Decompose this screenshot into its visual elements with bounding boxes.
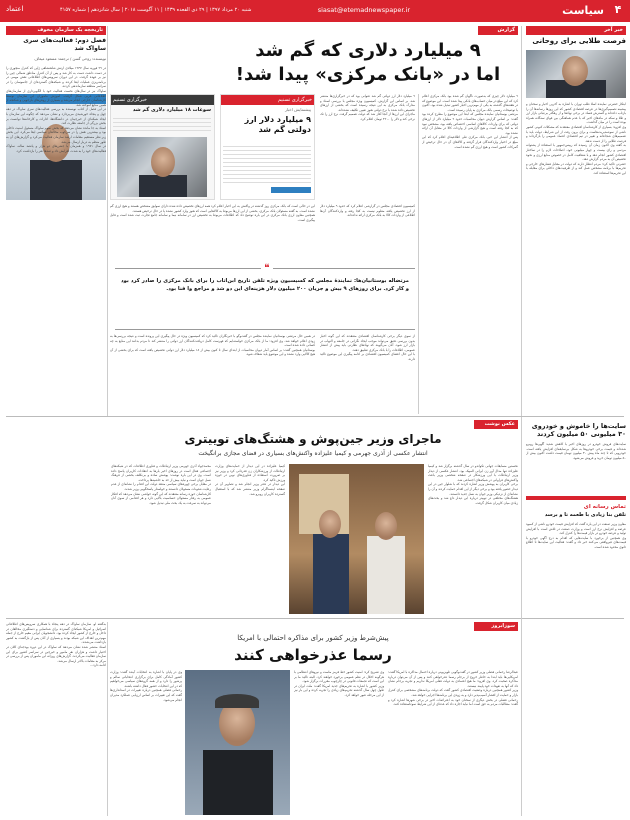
section-email: siasat@etemadnewspaper.ir xyxy=(317,6,410,14)
tasnim-site-bar: خبرگزاری تسنیم xyxy=(221,95,314,105)
mid-story-body-1: نخستین مسابقات جهانی تکواندو در سال گذشته برگزار شد و کیمیا علیزاده تنها مدال آور زن ایرانی المپیک بود. انتشار عکسی از دیدار وزیر ارتباطات با این ورزشکار در صفحه شخصی وزیر باعث واکنش‌های فراوانی در شبکه‌های اجتماعی شد. برخی کاربران به پوشش وزیر اشاره کردند که با شلوار جین در این دیدار حضور یافته بود و برخی دیگر از این اقدام حمایت کردند و آن را نشانه‌ای از نزدیکی وزیر جوان به نسل جدید دانستند. هشتگ‌های مختلفی در توییتر درباره این دیدار داغ شد و بحث‌های زیادی میان کاربران شکل گرفت. xyxy=(428,464,518,505)
tasnim-headline: ۹ میلیارد دلار ارز دولتی گم شد xyxy=(244,115,311,134)
top-story-body-4: این در حالی است که بانک مرکزی روز گذشته در واکنش به این اخبار اعلام کرد همه ارزهای تخصیص داده شده دارای سوابق مشخص هستند و هیچ ارزی گم نشده است. به گفته مسئولان بانک مرکزی، بخشی از این ارزها مربوط به کالاهایی است که هنوز وارد کشور نشده یا در حال ترخیص هستند. همچنین معاون ارزی بانک مرکزی در این باره توضیح داد که اطلاعات مربوط به تخصیص ارز در سامانه نیما و سامانه جامع تجارت ثبت شده است و قابل پیگیری است. xyxy=(110,204,315,222)
photo-hair xyxy=(215,694,259,708)
page-number: ۴ xyxy=(614,3,622,16)
news-site-text xyxy=(113,115,211,133)
news-site-headline: سوغات ۱۸ میلیارد دلاری گم شد xyxy=(132,107,211,113)
right-col-title: فرصت طلایی برای روحانی xyxy=(532,37,626,45)
mid-story-photo xyxy=(289,464,424,614)
bottom-story-body-3: وی در پایان با اشاره به انتخابات آینده گفت: وزارت کشور آمادگی کامل برای برگزاری انتخاباتی سالم و پرشور را دارد و از همه گروه‌های سیاسی می‌خواهیم که در این انتخابات حضور فعال داشته باشند. رحمانی فضلی همچنین درباره تغییرات در استانداری‌ها گفت که این تغییرات بر اساس ارزیابی عملکرد مدیران انجام می‌شود. xyxy=(110,670,182,702)
screenshot-news-site xyxy=(110,94,215,200)
history-tag: تاریخچه یک سازمان مخوف xyxy=(6,26,106,35)
column-divider xyxy=(107,26,108,416)
history-title: فصل دوم: فعالیت‌های سری ساواک شد xyxy=(23,37,106,52)
mid-story-subtitle: انتشار عکسی از آذری جهرمی و کیمیا علیزاده واکنش‌های بسیاری در فضای مجازی برانگیخت xyxy=(198,450,428,457)
share-bar xyxy=(271,187,311,193)
right-col-photo xyxy=(526,50,626,98)
newspaper-logo: اعتماد xyxy=(6,5,24,13)
right-col-body: ابتکار حضرتی نماینده اسلا طلب تهران با اشاره به آخرین اخبار و سخنان و پیشینه تصمیم‌گیری‌ها در عرصه اقتصادی کشور که این روزها رسانه‌ها آن را بازتاب داده‌اند و گسترش فساد در برخی نهادها و از رهگذر بی‌ثباتی بازار ارز و طلا و سکه در ماه‌های اخیر که با عدم هماهنگی بین قوای سه‌گانه همراه بوده است را در میان گذاشت. وی افزود: بسیاری از کارشناسان اقتصادی معتقدند که مشکلات کنونی کشور ناشی از سوءمدیریت‌هاست و برای برون رفت از این شرایط، دولت باید با تصمیم‌های شجاعانه و تغییر در تیم اقتصادی اعتماد عمومی را بازگرداند و فرصت طلایی را از دست ندهد. به گفته وی اکنون زمان آن رسیده که رییس‌جمهور با استفاده از پشتوانه مردمی و رای بیست و چهار میلیونی خود، اصلاحات لازم را در ساختار اقتصادی کشور انجام دهد و با شفافیت کامل در خصوص منابع ارزی و نحوه تخصیص آن به مردم گزارش دهد. حضرتی تاکید کرد: مردم انتظار دارند که دولت در مقابل فشارهای خارجی و تحریم‌ها با برنامه مشخص عمل کند و از ظرفیت‌های داخلی برای مقابله با این تحریم‌ها استفاده کند. xyxy=(526,102,626,175)
top-story-title-1: ۹ میلیارد دلاری که گم شد xyxy=(255,40,481,61)
side-story-body-1: سایت‌های فروش خودرو در روزهای اخیر با کاهش شدید آگهی‌ها روبرو شده‌اند و قیمت برخی خودروها به شکل بی‌سابقه‌ای افزایش یافته است. خودرویی که تا چند ماه پیش ۳۰ میلیون تومان قیمت داشت اکنون بیش از ۵۰ میلیون تومان خرید و فروش می‌شود. xyxy=(526,442,626,460)
bottom-story-body-1: عبدالرضا رحمانی فضلی وزیر کشور در گفت‌وگویی تلویزیونی درباره احتمال مذاکره با امریکا گفت: امریکایی‌ها باید ابتدا به خاطر خروج از برجام رسما عذرخواهی کنند و پس از آن می‌توان درباره مذاکره صحبت کرد. وی افزود: ما هیچ اعتمادی به دولت فعلی امریکا نداریم و تجربه برجام نشان داد که آنها به تعهدات خود پایبند نیستند. وزیر کشور همچنین درباره وضعیت اقتصادی کشور گفت که دولت برنامه‌های مشخصی برای کنترل بازار و حمایت از اقشار آسیب‌پذیر دارد و به زودی این برنامه‌ها اجرایی خواهد شد. رحمانی فضلی در بخش دیگری از سخنان خود به اعتراضات اخیر در برخی شهرها اشاره کرد و گفت: مطالبات مردم به حق است اما نباید اجازه داد که عده‌ای از این شرایط سوءاستفاده کنند. xyxy=(388,670,518,707)
issue-date: شنبه ۲۰ مرداد ۱۳۹۷ | ۲۹ ذی القعده ۱۴۳۹ | ۱۱ آگوست ۲۰۱۸ | سال شانزدهم | شماره ۴۱۵۷ xyxy=(60,7,252,13)
side-story-subtag: تماس رسانه ای xyxy=(583,504,626,510)
side-story-body-2: معاون وزیر صنعت در این باره گفت که افزایش قیمت خودرو ناشی از کمبود عرضه و افزایش نرخ ارز است و وزارت صنعت در تلاش است با افزایش تولید و عرضه خودرو در بازار قیمت‌ها را کنترل کند. وی همچنین از برخورد با سایت‌هایی که اقدام به درج آگهی خودرو با قیمت‌های غیرواقعی می‌کنند خبر داد و گفت: فعالیت این سایت‌ها تا اطلاع ثانوی محدود شده است. xyxy=(526,522,626,549)
bottom-story-body-2: وی تصریح کرد: امنیت کشور خط قرمز ماست و نیروهای انتظامی با هرگونه اخلال در نظم عمومی برخورد خواهند کرد. البته تاکید ما بر این است که تجمعات قانونی در چارچوب مقررات برگزار شود. وزیر کشور با اشاره به تحریم‌های جدید امریکا گفت: ملت ایران در طول چهل سال گذشته تحریم‌های زیادی را تجربه کرده و این بار نیز از این مرحله عبور خواهد کرد. xyxy=(294,670,384,697)
mid-story-body-3: محمدجواد آذری جهرمی وزیر ارتباطات و فناوری اطلاعات که در شبکه‌های اجتماعی فعال است در روزهای اخیر بارها به انتقادات کاربران پاسخ داده است. وی در این باره نوشت: پوشش ساده و بی‌تکلف بخشی از فرهنگ نسل جوان است و نباید بیش از حد به حاشیه‌ها پرداخت. در مقابل برخی چهره‌های سیاسی منتقد دولت این اقدام را نشانه‌ای از عدم رعایت شئونات مسئولان دانستند و خواستار پاسخگویی وزیر شدند. کارشناسان حوزه رسانه معتقدند که این گونه حواشی نشان می‌دهد که افکار عمومی به رفتار مسئولان حساسیت بالایی دارد و هر اقدامی از سوی آنان می‌تواند به سرعت به یک بحث ملی تبدیل شود. xyxy=(111,464,211,505)
top-story-tag: گزارش xyxy=(478,26,518,35)
section-divider xyxy=(6,618,624,619)
bottom-story-title: رسما عذرخواهی کنند xyxy=(234,646,392,664)
news-site-bar: خبرگزاری تسنیم xyxy=(111,95,214,105)
section-divider xyxy=(6,416,624,417)
quote-box xyxy=(115,263,415,330)
screenshot-tasnim xyxy=(220,94,315,200)
news-site-photo xyxy=(117,137,207,197)
right-col-tag: خبر آخر xyxy=(526,26,626,35)
column-divider xyxy=(521,420,522,816)
quote-icon: ❝ xyxy=(261,264,273,274)
history-body-cont: به‌گفته او، سازمان ساواک در دهه پنجاه با همکاری سرویس‌های اطلاعاتی اسرائیل و امریکا شبکه‌ای گسترده برای شناسایی و دستگیری مخالفان در داخل و خارج از کشور ایجاد کرده بود. دانشجویان ایرانی مقیم خارج از جمله مهم‌ترین اهداف این شبکه بودند و بسیاری از آنان پس از بازگشت به کشور بازداشت می‌شدند. اسناد منتشر شده نشان می‌دهد که ساواک در این دوره بودجه‌ای کلان در اختیار داشت و هزاران نفر مامور و خبرچین در سراسر کشور برای این سازمان فعالیت می‌کردند. گزارش‌های روزانه این ماموران پس از بررسی در مرکز به مقامات بالاتر ارسال می‌شد. ادامه دارد... xyxy=(6,622,106,668)
side-story-bar xyxy=(526,496,626,500)
top-story-title-2: اما در «بانک مرکزی» پیدا شد! xyxy=(235,64,501,85)
tasnim-subheading: پیشنمایش اخبار xyxy=(284,107,311,112)
top-story-body-5: در همین حال مرتضی بوستانیان نماینده مجلس در گفت‌وگو با خبرنگاران تاکید کرد که کمیسیون ویژه در حال پیگیری این پرونده است و نتیجه بررسی‌ها به زودی اعلام خواهد شد. وی افزود: ما از بانک مرکزی خواسته‌ایم که فهرست کامل دریافت‌کنندگان ارز دولتی را منتشر کند تا مردم بدانند این منابع به چه کسانی داده شده است. بوستانیان همچنین گفت: بر اساس آمار دیوان محاسبات از ابتدای سال تا کنون بیش از ۱۸ میلیارد دلار ارز دولتی تخصیص یافته است که برای بخشی از آن هیچ کالایی وارد نشده و این موضوع باید شفاف شود. xyxy=(110,334,315,357)
side-story-subtitle: تلفن بنا زیادی با طعمه تا و برسد xyxy=(544,512,626,518)
bottom-story-tag: سوزابروز xyxy=(474,622,518,631)
tasnim-text-block xyxy=(223,143,311,183)
history-author: نویسنده: روحی گسن / ترجمه: مسعود میعاف xyxy=(34,56,106,61)
section-title: سیاست xyxy=(562,4,604,17)
side-story-title: سایت‌ها را خاموش و خودروی ۳۰ میلیونی ۵۰ میلیون کردند xyxy=(531,422,626,438)
mid-story-body-2: کیمیا علیزاده در این دیدار از حمایت‌های وزارت ارتباطات از ورزشکاران زن قدردانی کرد و وزیر نیز بر ضرورت استفاده از فناوری‌های نوین در حوزه ورزش تاکید کرد. این دیدار در دفتر وزیر انجام شد و تصاویر آن در صفحه اینستاگرام وزیر منتشر شد که با استقبال گسترده کاربران روبرو شد. xyxy=(215,464,285,496)
mid-story-tag: عکس نوشت xyxy=(474,420,518,429)
quote-text: مرتضاله بوستانیان‌ها: نمایندهٔ مجلس که کسیسیون ویژه تلفن تاریخ ابن‌اتاب را برای بانک مرکزی را صادر کرد بود و کار کرد. برای روزهای ۹ بیش و جریان ۲۰۰ میلیون دلار هزینه‌ای این دو شد و مراجع وا فنا بود. xyxy=(121,278,409,292)
column-divider xyxy=(107,622,108,816)
top-story-body-1: ۹ میلیارد دلار چیزی که به‌صورت ناگهان گم شده بود بانک مرکزی اعلام کرد که این مبلغ در میان حساب‌های بانکی پیدا شده است. این موضوع که در هفته‌های گذشته به یکی از مهم‌ترین اخبار کشور تبدیل شده بود، اکنون با توضیحات رسمی بانک مرکزی به پایان رسیده است. مرتضی بوستانیان نماینده مجلس که ابتدا این موضوع را مطرح کرده بود گفت: بر اساس گزارش دیوان محاسبات حدود ۹ میلیارد دلار از ارزهای دولتی که برای واردات کالاهای اساسی اختصاص یافته بود، مشخص نبود که به کجا رفته است و هیچ گزارشی از واردات کالا در مقابل آن ارائه نشده بود. پس از انتشار این خبر، بانک مرکزی طی اطلاعیه‌ای اعلام کرد که این مبلغ در اختیار واردکنندگان قرار گرفته و کالاهای آن در حال ترخیص از گمرکات کشور است و هیچ ارزی گم نشده است. xyxy=(422,94,518,149)
top-story-body-3: کمیسیون اقتصادی مجلس در گزارشی اعلام کرد که حدود ۹ میلیارد دلار از ارز تخصیص یافته معلوم نیست به کجا رفته و واردکنندگان آن‌ها اطلاعی از واردات کالا به بانک مرکزی ارائه نداده‌اند. xyxy=(320,204,415,218)
bottom-story-photo xyxy=(185,670,290,815)
bottom-story-kicker: پیش‌شرط وزیر کشور برای مذاکره احتمالی با امریکا xyxy=(237,634,389,642)
mid-story-title: ماجرای وزیر جین‌پوش و هشتگ‌های توییتری xyxy=(184,432,442,446)
column-divider xyxy=(418,94,419,414)
history-body: در ۲۹ فوریه سال ۱۹۳۷ میلادی ارتش شاهنشاهی ژاپن که کنترل منچوری را در دست داشت دست به کار شد و پس از آن کنترل مناطق شمالی چین را نیز بر عهده گرفت. در این دوران سرویس‌های اطلاعاتی نقش مهمی در برنامه‌ریزی عملیات ایفا کردند و شبکه‌های گسترده‌ای از جاسوسان را در سراسر منطقه سازماندهی کردند. ساواک نیز در سال‌های نخست فعالیت خود با الگوبرداری از سازمان‌های اطلاعاتی غربی شکل گرفت. آموزش ماموران این سازمان توسط کارشناسان خارجی انجام می‌شد و بسیاری از روش‌های بازجویی و شکنجه از همین منابع آموخته شد. در این فصل از کتاب نویسنده به بررسی فعالیت‌های سری ساواک در دهه چهل و پنجاه خورشیدی می‌پردازد و نشان می‌دهد که چگونه این سازمان با ایجاد شبکه‌ای از خبرچینان در دانشگاه‌ها، ادارات و کارخانه‌ها توانست بر بخش بزرگی از جامعه نظارت کند. اسناد به جا مانده نشان می‌دهد که بخش سوم ساواک مسئول امنیت داخلی بود و بیشترین نقش را در سرکوب مخالفان سیاسی ایفا می‌کرد. این بخش زیر نظر مستقیم مقامات ارشد سازمان فعالیت می‌کرد و گزارش‌های آن به طور منظم به دربار ارسال می‌شد. در سال ۱۹۷۱ و همزمان با جشن‌های دو هزار و پانصد ساله، ساواک فعالیت‌های خود را به شدت افزایش داد و صدها نفر را بازداشت کرد. xyxy=(6,66,106,153)
top-story-body-6: از سوی دیگر برخی کارشناسان اقتصادی معتقدند که این گونه اخبار بدون بررسی دقیق می‌تواند موجب ایجاد نگرانی در جامعه و التهاب در بازار ارز شود. آنان می‌گویند که نهادهای نظارتی باید پیش از انتشار عمومی، اطلاعات را با بانک مرکزی تطبیق دهند. با این حال اعضای کمیسیون اقتصادی بر ادامه پیگیری این موضوع تاکید دارند. xyxy=(320,334,415,361)
top-story-body-2: ۹ میلیارد دلار ارز دولتی گم شد عنوانی بود که در خبرگزاری‌ها منتشر شد. بر اساس این گزارش، کمیسیون ویژه مجلس با بررسی اسناد و مدارک بانک مرکزی به این نتیجه رسیده است که بخشی از ارزهای تخصیص داده شده با نرخ دولتی هنوز تعیین تکلیف نشده‌اند. ماجرای این ارزها از آنجا آغاز شد که دولت تصمیم گرفت نرخ ارز را تک نرخی کند و دلار را ۴۲۰۰ تومان اعلام کرد. xyxy=(320,94,415,121)
